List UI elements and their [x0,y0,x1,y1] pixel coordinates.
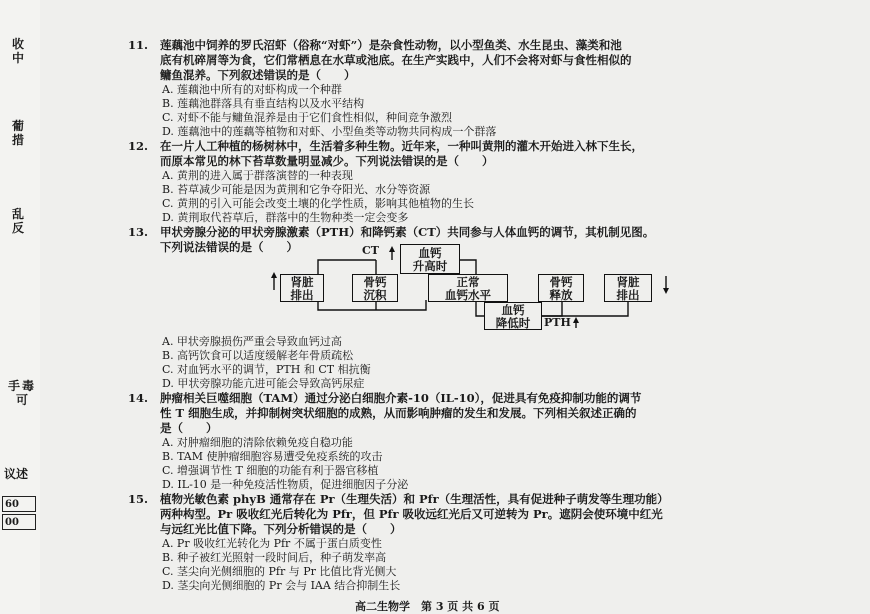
option-b: B. TAM 使肿瘤细胞容易遭受免疫系统的攻击 [162,450,383,463]
kidney-excretion-box-left [280,274,324,302]
question-number: 12. [128,139,149,153]
option-c: C. 对虾不能与鳙鱼混养是由于它们食性相似，种间竞争激烈 [162,111,453,124]
option-a: A. 对肿瘤细胞的清除依赖免疫自稳功能 [162,436,353,449]
question-text: 鳙鱼混养。下列叙述错误的是（ ） [160,68,356,82]
option-b: B. 高钙饮食可以适度缓解老年骨质疏松 [162,349,354,362]
bone-rel-line1: 骨钙 [549,275,573,289]
page-footer: 高二生物学 第 3 页 共 6 页 [355,600,500,613]
margin-char: 收 [12,37,25,51]
pth-label: PTH [544,316,571,329]
question-text: 下列说法错误的是（ ） [160,240,298,254]
kidney2-line2: 排出 [616,288,640,302]
option-c: C. 黄荆的引入可能会改变土壤的化学性质，影响其他植物的生长 [162,197,475,210]
question-text: 底有机碎屑等为食，它们常栖息在水草或池底。在生产实践中，人们不会将对虾与食性相似的 [160,53,632,67]
option-d: D. 莲藕池中的莲藕等植物和对虾、小型鱼类等动物共同构成一个群落 [162,125,497,138]
kidney2-line1: 肾脏 [616,275,640,289]
margin-char: 乱 [12,207,25,221]
normal-line1: 正常 [456,275,480,289]
question-number: 11. [128,38,149,52]
ct-label: CT [362,244,379,257]
question-text: 与远红光比值下降。下列分析错误的是（ ） [160,522,402,536]
calcium-low-line1: 血钙 [501,303,525,317]
normal-calcium-box [428,274,508,302]
margin-char: 反 [12,221,25,235]
question-text: 植物光敏色素 phyB 通常存在 Pr（生理失活）和 Pfr（生理活性，具有促进种子萌发等生理功能） [160,492,669,506]
margin-char: 可 [16,393,29,407]
calcium-high-box [400,244,460,274]
bone-dep-line2: 沉积 [363,288,387,302]
question-text: 是（ ） [160,421,218,435]
calcium-low-box [484,302,542,330]
normal-line2: 血钙水平 [445,288,491,302]
margin-char: 葡 [12,119,25,133]
option-a: A. 莲藕池中所有的对虾构成一个种群 [162,83,342,96]
option-c: C. 茎尖向光侧细胞的 Pfr 与 Pr 比值比背光侧大 [162,565,397,578]
kidney-excretion-box-right [604,274,652,302]
question-text: 两种构型。Pr 吸收红光后转化为 Pfr，但 Pfr 吸收远红光后又可逆转为 Pr。遮阴会使环境中红光 [160,507,663,521]
score-cell: 60 [2,496,36,512]
bone-dep-line1: 骨钙 [363,275,387,289]
question-text: 甲状旁腺分泌的甲状旁腺激素（PTH）和降钙素（CT）共同参与人体血钙的调节，其机制见图。 [160,225,655,239]
question-number: 15. [128,492,149,506]
margin-char: 议述 [4,467,29,481]
option-d: D. 茎尖向光侧细胞的 Pr 会与 IAA 结合抑制生长 [162,579,401,592]
option-a: A. Pr 吸收红光转化为 Pfr 不属于蛋白质变性 [162,537,382,550]
option-b: B. 种子被红光照射一段时间后，种子萌发率高 [162,551,387,564]
option-d: D. IL-10 是一种免疫活性物质，促进细胞因子分泌 [162,478,409,491]
score-cell: 00 [2,514,36,530]
kidney-line1: 肾脏 [290,275,314,289]
calcium-regulation-diagram [262,244,682,330]
kidney-line2: 排出 [290,288,314,302]
option-d: D. 甲状旁腺功能亢进可能会导致高钙尿症 [162,377,365,390]
option-d: D. 黄荆取代苔草后，群落中的生物种类一定会变多 [162,211,409,224]
option-c: C. 增强调节性 T 细胞的功能有利于器官移植 [162,464,379,477]
calcium-high-line2: 升高时 [412,259,448,273]
option-a: A. 黄荆的进入属于群落演替的一种表现 [162,169,353,182]
bone-rel-line2: 释放 [549,288,573,302]
bone-release-box [538,274,584,302]
question-text: 莲藕池中饲养的罗氏沼虾（俗称“对虾”）是杂食性动物，以小型鱼类、水生昆虫、藻类和池 [160,38,622,52]
margin-char: 手 [8,379,21,393]
calcium-low-line2: 降低时 [495,316,531,330]
binding-margin [0,0,40,614]
calcium-high-line1: 血钙 [418,246,442,260]
question-text: 性 T 细胞生成，并抑制树突状细胞的成熟，从而影响肿瘤的发生和发展。下列相关叙述正确的 [160,406,637,420]
margin-char: 中 [12,51,25,65]
question-text: 在一片人工种植的杨树林中，生活着多种生物。近年来，一种叫黄荆的灌木开始进入林下生长， [160,139,643,153]
question-number: 13. [128,225,149,239]
margin-char: 毒 [22,379,35,393]
question-text: 而原本常见的林下苔草数量明显减少。下列说法错误的是（ ） [160,154,494,168]
option-c: C. 对血钙水平的调节，PTH 和 CT 相抗衡 [162,363,371,376]
option-b: B. 苔草减少可能是因为黄荆和它争夺阳光、水分等资源 [162,183,431,196]
option-b: B. 莲藕池群落具有垂直结构以及水平结构 [162,97,365,110]
bone-deposition-box [352,274,398,302]
option-a: A. 甲状旁腺损伤严重会导致血钙过高 [162,335,342,348]
margin-char: 措 [12,133,25,147]
question-text: 肿瘤相关巨噬细胞（TAM）通过分泌白细胞介素-10（IL-10），促进具有免疫抑制功能的调节 [160,391,642,405]
question-number: 14. [128,391,149,405]
